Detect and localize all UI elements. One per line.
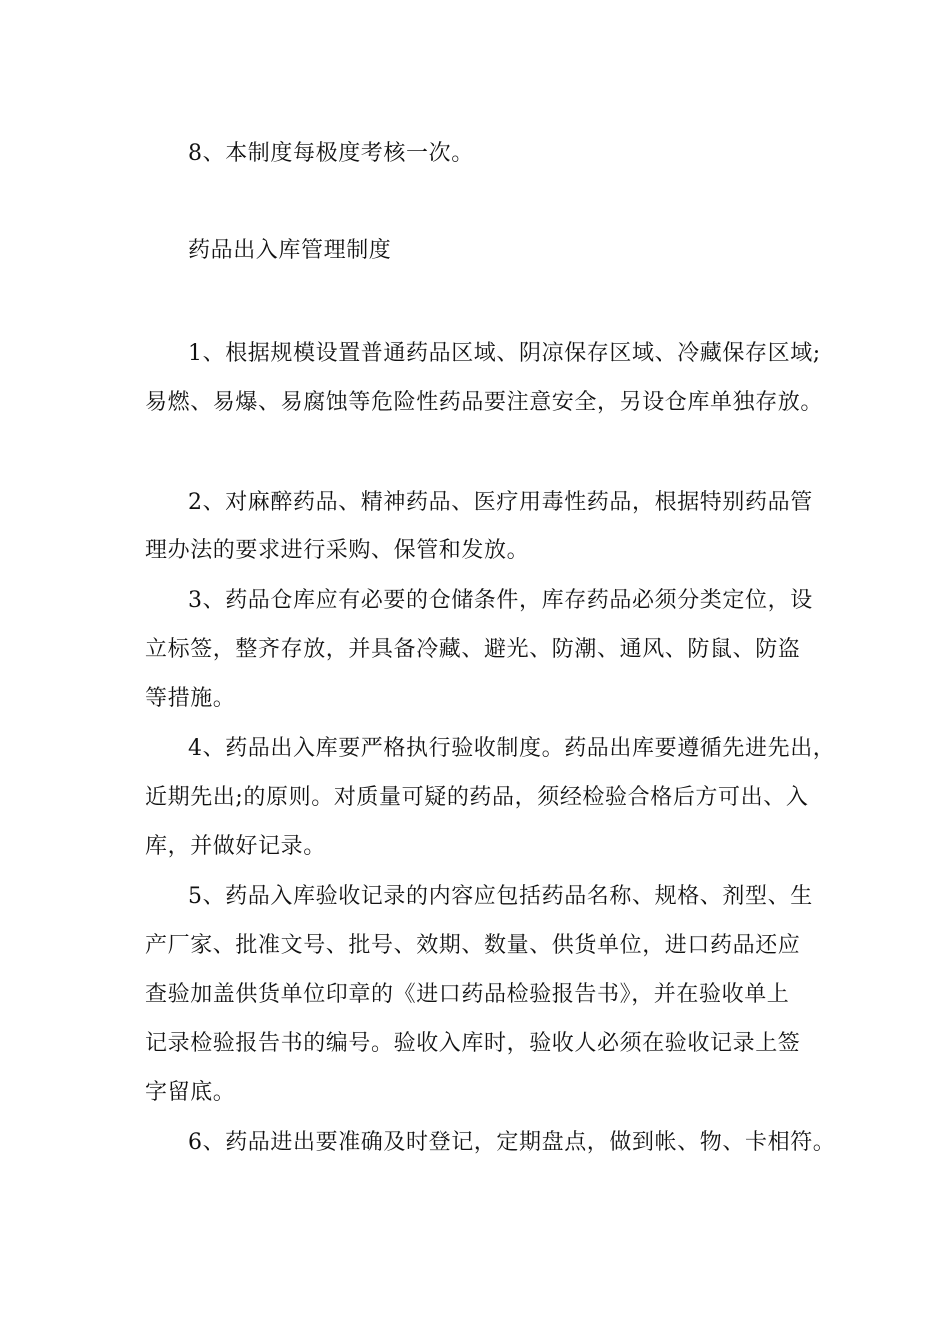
para-5-line-2: 产厂家、批准文号、批号、效期、数量、供货单位，进口药品还应 [145,933,801,958]
para-3-line-2: 立标签，整齐存放，并具备冷藏、避光、防潮、通风、防鼠、防盗 [145,637,801,662]
para-3-line-1: 3、药品仓库应有必要的仓储条件，库存药品必须分类定位，设 [188,588,813,613]
para-5-line-5: 字留底。 [145,1080,236,1105]
para-1-line-1: 1、根据规模设置普通药品区域、阴凉保存区域、冷藏保存区域; [188,341,821,366]
para-4-line-1: 4、药品出入库要严格执行验收制度。药品出库要遵循先进先出， [188,736,836,761]
para-2-line-1: 2、对麻醉药品、精神药品、医疗用毒性药品，根据特别药品管 [188,490,813,515]
para-3-line-3: 等措施。 [145,686,236,711]
para-4-line-3: 库，并做好记录。 [145,834,326,859]
section-title: 药品出入库管理制度 [188,238,392,263]
item-8-text: 8、本制度每极度考核一次。 [188,141,474,166]
para-1-line-2: 易燃、易爆、易腐蚀等危险性药品要注意安全，另设仓库单独存放。 [145,390,824,415]
para-4-line-2: 近期先出;的原则。对质量可疑的药品，须经检验合格后方可出、入 [145,785,809,810]
para-5-line-3: 查验加盖供货单位印章的《进口药品检验报告书》，并在验收单上 [145,982,790,1007]
para-6-line-1: 6、药品进出要准确及时登记，定期盘点，做到帐、物、卡相符。 [188,1130,836,1155]
para-5-line-4: 记录检验报告书的编号。验收入库时，验收人必须在验收记录上签 [145,1031,801,1056]
para-5-line-1: 5、药品入库验收记录的内容应包括药品名称、规格、剂型、生 [188,884,813,909]
para-2-line-2: 理办法的要求进行采购、保管和发放。 [145,538,530,563]
